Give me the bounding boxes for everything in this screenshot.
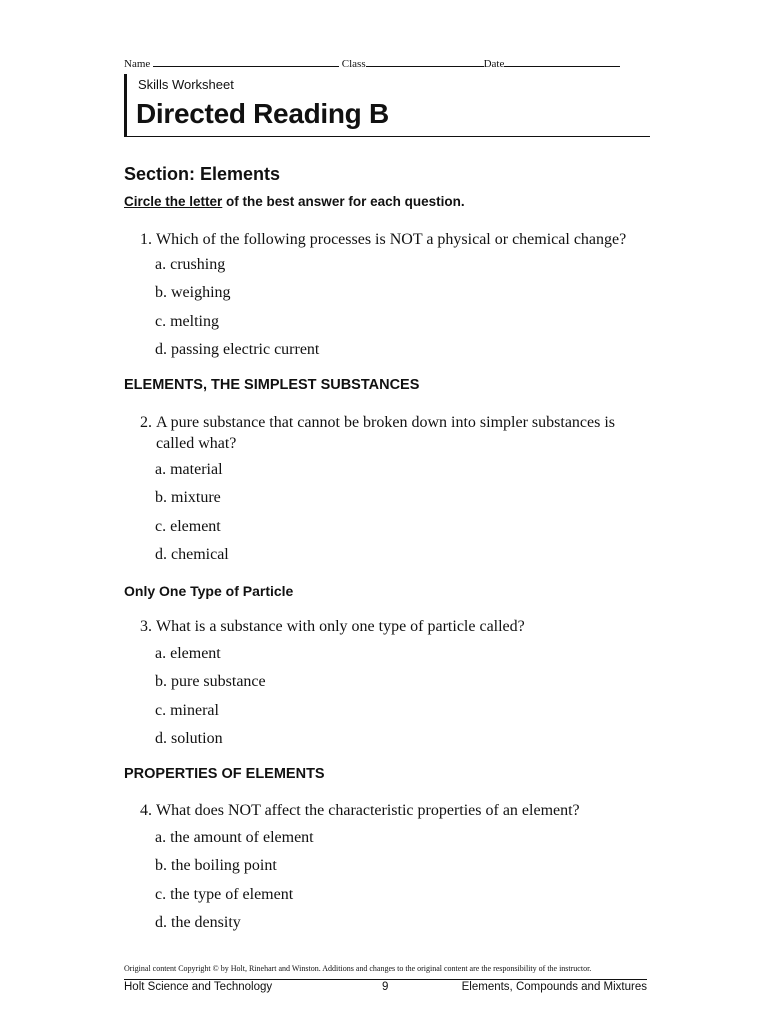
name-label: Name <box>124 58 151 70</box>
worksheet-title: Directed Reading B <box>136 98 389 129</box>
option-3c[interactable]: c. mineral <box>155 702 219 719</box>
option-4a[interactable]: a. the amount of element <box>155 829 314 846</box>
option-4b[interactable]: b. the boiling point <box>155 857 277 874</box>
question-3 <box>120 616 650 637</box>
page-number: 9 <box>382 981 389 993</box>
option-1b[interactable]: b. weighing <box>155 284 231 301</box>
footer-chapter: Elements, Compounds and Mixtures <box>461 981 647 993</box>
option-1d[interactable]: d. passing electric current <box>155 341 320 358</box>
subheading-properties: PROPERTIES OF ELEMENTS <box>124 766 325 782</box>
question-number: 3. <box>140 618 152 635</box>
class-blank <box>366 55 484 67</box>
option-2b[interactable]: b. mixture <box>155 489 221 506</box>
footer-divider <box>124 979 647 980</box>
student-info-line <box>124 55 644 70</box>
option-2c[interactable]: c. element <box>155 518 221 535</box>
instruction-underlined: Circle the letter <box>124 194 223 209</box>
option-3a[interactable]: a. element <box>155 645 221 662</box>
subheading-elements: ELEMENTS, THE SIMPLEST SUBSTANCES <box>124 377 420 393</box>
option-1a[interactable]: a. crushing <box>155 256 226 273</box>
copyright-notice: Original content Copyright © by Holt, Rinehart and Winston. Additions and changes to the original content are the responsibility of the instructor. <box>124 964 592 973</box>
footer-publisher: Holt Science and Technology <box>124 981 273 993</box>
question-4 <box>120 800 650 821</box>
subheading-one-particle: Only One Type of Particle <box>124 583 294 599</box>
option-4d[interactable]: d. the density <box>155 914 241 931</box>
date-label: Date <box>483 58 505 70</box>
question-text: A pure substance that cannot be broken down into simpler substances is called what? <box>156 414 616 452</box>
question-text: What does NOT affect the characteristic properties of an element? <box>156 802 580 819</box>
question-number: 2. <box>140 414 152 431</box>
option-3b[interactable]: b. pure substance <box>155 673 266 690</box>
option-3d[interactable]: d. solution <box>155 730 223 747</box>
option-4c[interactable]: c. the type of element <box>155 886 294 903</box>
title-block <box>124 74 650 137</box>
question-2 <box>120 412 650 454</box>
class-label: Class <box>341 58 366 70</box>
option-1c[interactable]: c. melting <box>155 313 219 330</box>
option-2d[interactable]: d. chemical <box>155 546 229 563</box>
question-number: 4. <box>140 802 152 819</box>
option-2a[interactable]: a. material <box>155 461 223 478</box>
section-title: Section: Elements <box>124 164 281 184</box>
question-text: What is a substance with only one type of particle called? <box>156 618 525 635</box>
date-blank <box>504 55 620 67</box>
question-text: Which of the following processes is NOT a physical or chemical change? <box>156 231 627 248</box>
name-blank <box>153 55 339 67</box>
question-1 <box>120 229 650 250</box>
instructions <box>124 194 465 209</box>
worksheet-type-label: Skills Worksheet <box>138 77 234 92</box>
question-number: 1. <box>140 231 152 248</box>
instruction-rest: of the best answer for each question. <box>222 194 465 209</box>
